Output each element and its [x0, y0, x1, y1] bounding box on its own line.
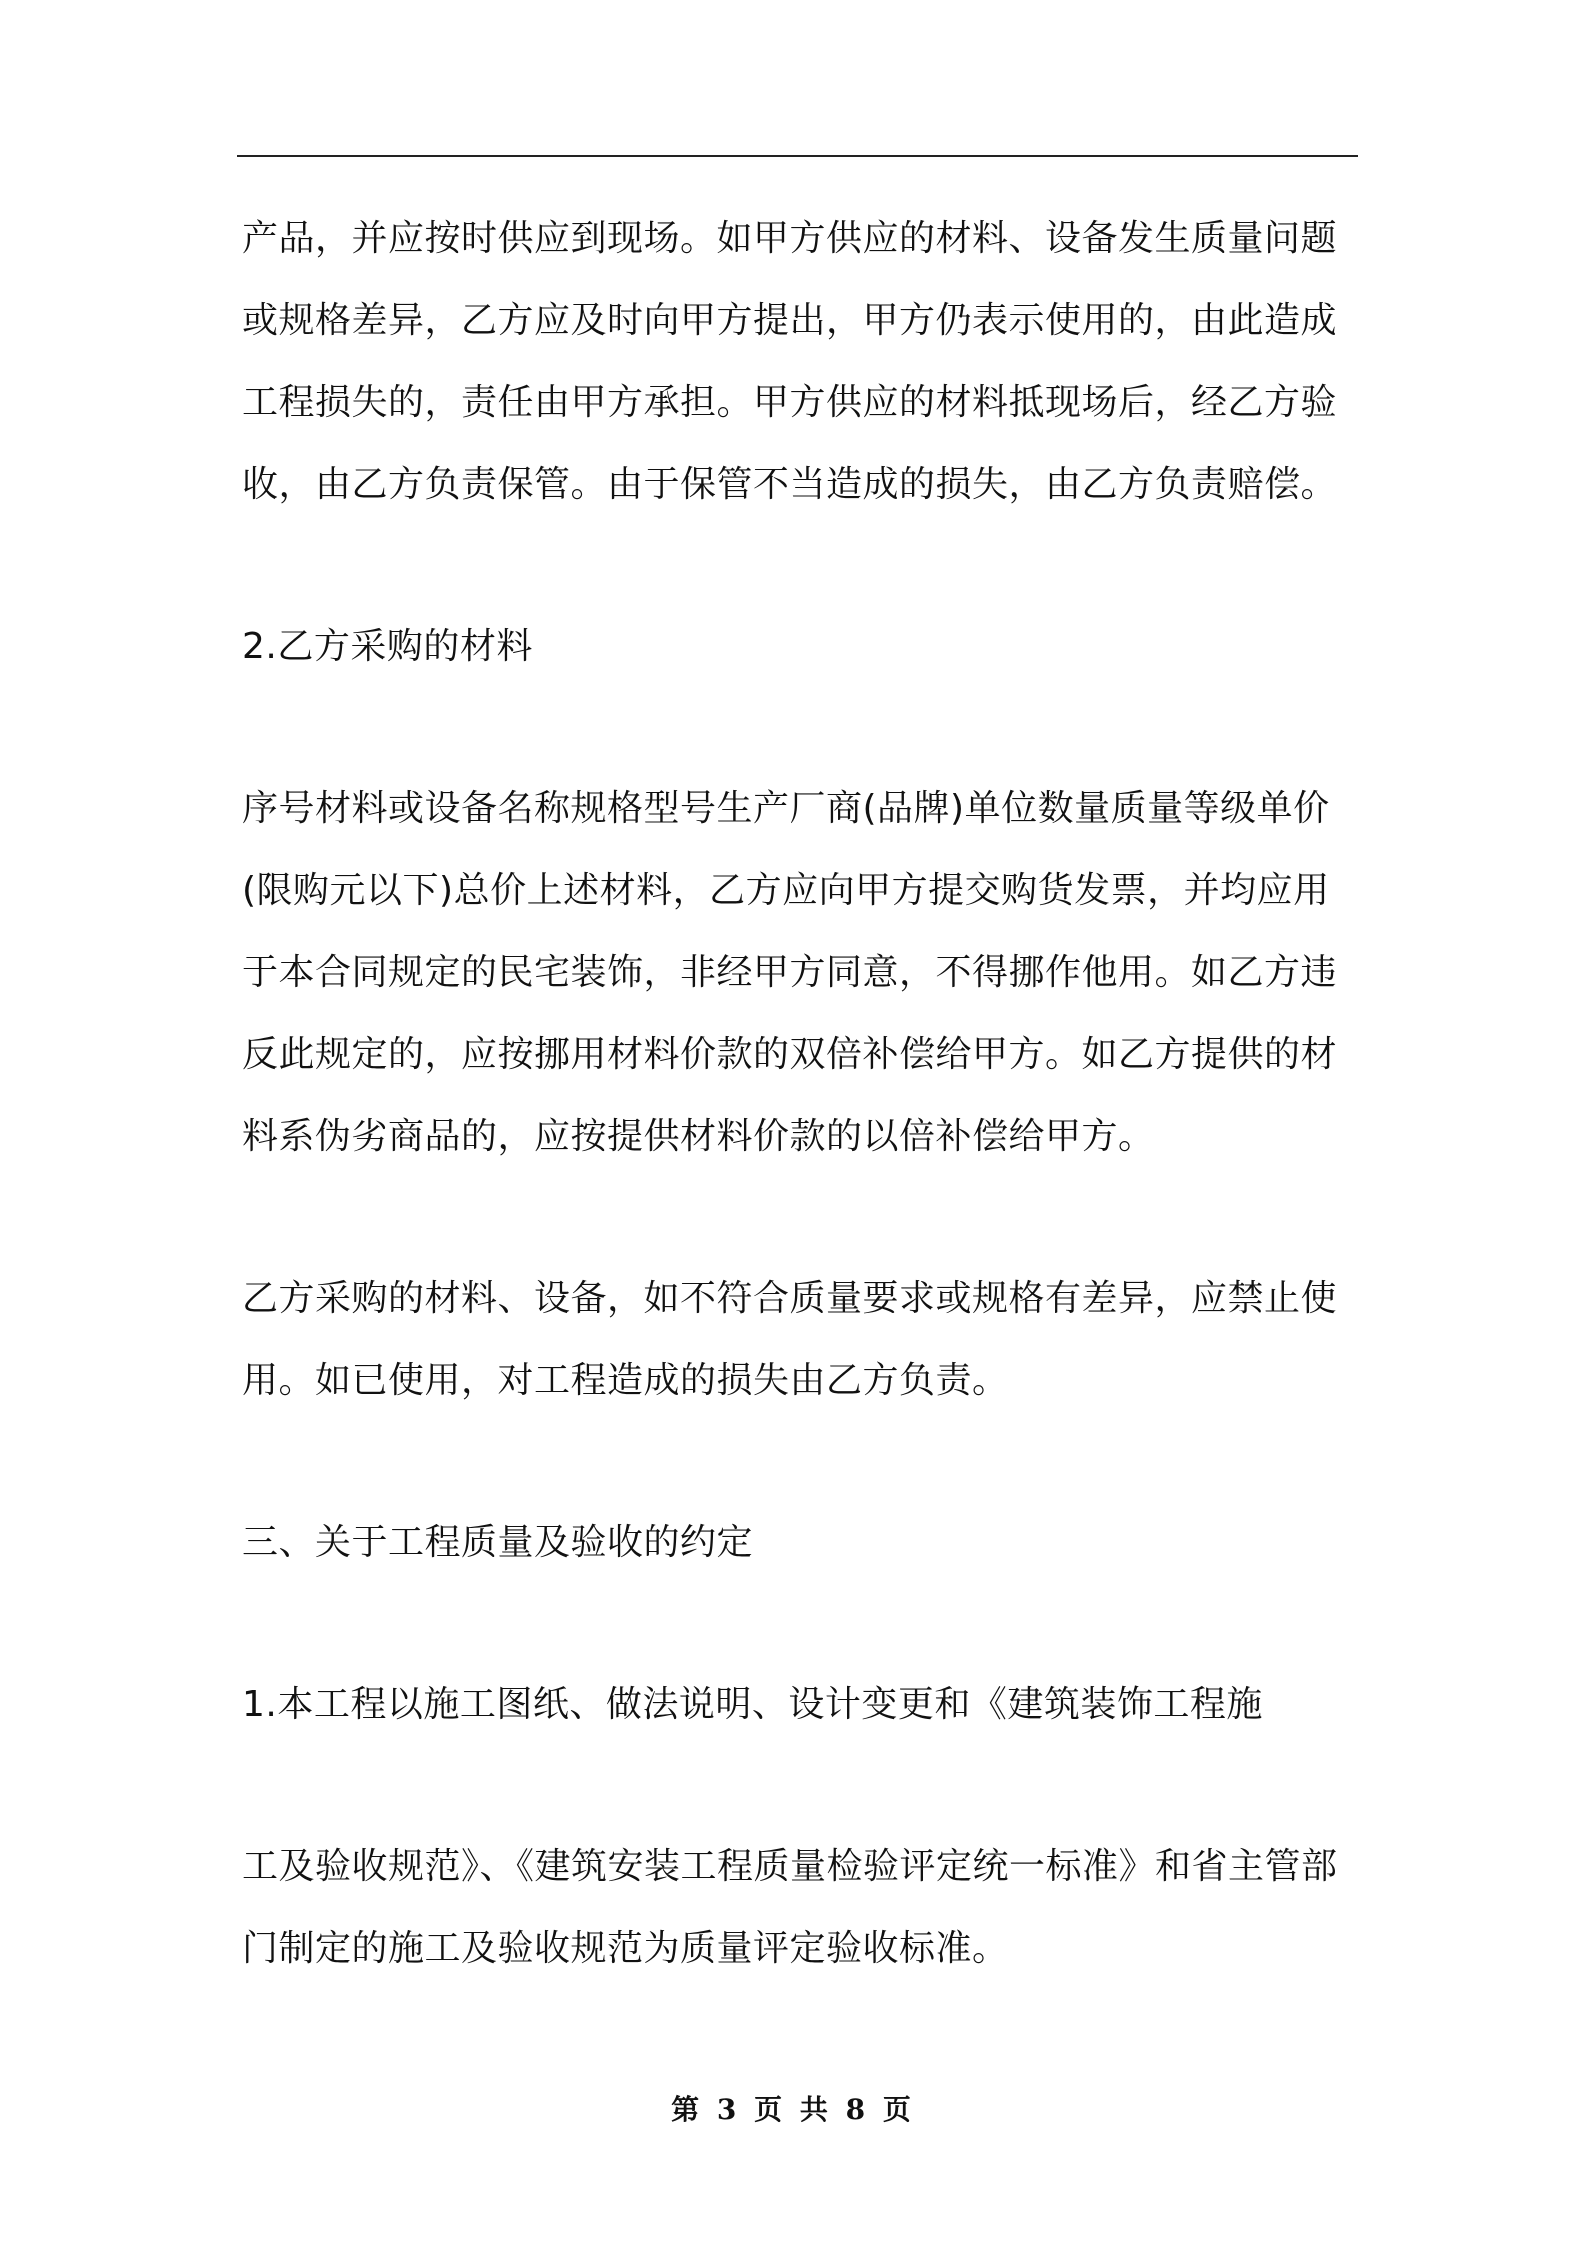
- paragraph-supplied-materials: 产品，并应按时供应到现场。如甲方供应的材料、设备发生质量问题或规格差异，乙方应及时向甲方提出，甲方仍表示使用的，由此造成工程损失的，责任由甲方承担。甲方供应的材料抵现场后，经乙方验收，由乙方负责保管。由于保管不当造成的损失，由乙方负责赔偿。: [242, 218, 1338, 505]
- page-number-footer: 第 3 页 共 8 页: [671, 2093, 915, 2126]
- document-body: [242, 198, 1358, 1990]
- paragraph-standards-continued: 工及验收规范》、《建筑安装工程质量检验评定统一标准》和省主管部门制定的施工及验收规范为质量评定验收标准。: [242, 1846, 1338, 1969]
- heading-contractor-materials: 2.乙方采购的材料: [242, 626, 533, 667]
- paragraph-standards-start: 1.本工程以施工图纸、做法说明、设计变更和《建筑装饰工程施: [242, 1684, 1263, 1725]
- header-rule: [237, 155, 1358, 157]
- heading-quality-acceptance: 三、关于工程质量及验收的约定: [242, 1522, 754, 1563]
- paragraph-material-list: 序号材料或设备名称规格型号生产厂商(品牌)单位数量质量等级单价(限购元以下)总价上述材料，乙方应向甲方提交购货发票，并均应用于本合同规定的民宅装饰，非经甲方同意，不得挪作他用。如乙方违反此规定的，应按挪用材料价款的双倍补偿给甲方。如乙方提供的材料系伪劣商品的，应按提供材料价款的以倍补偿给甲方。: [242, 788, 1338, 1157]
- paragraph-material-quality: 乙方采购的材料、设备，如不符合质量要求或规格有差异，应禁止使用。如已使用，对工程造成的损失由乙方负责。: [242, 1278, 1338, 1401]
